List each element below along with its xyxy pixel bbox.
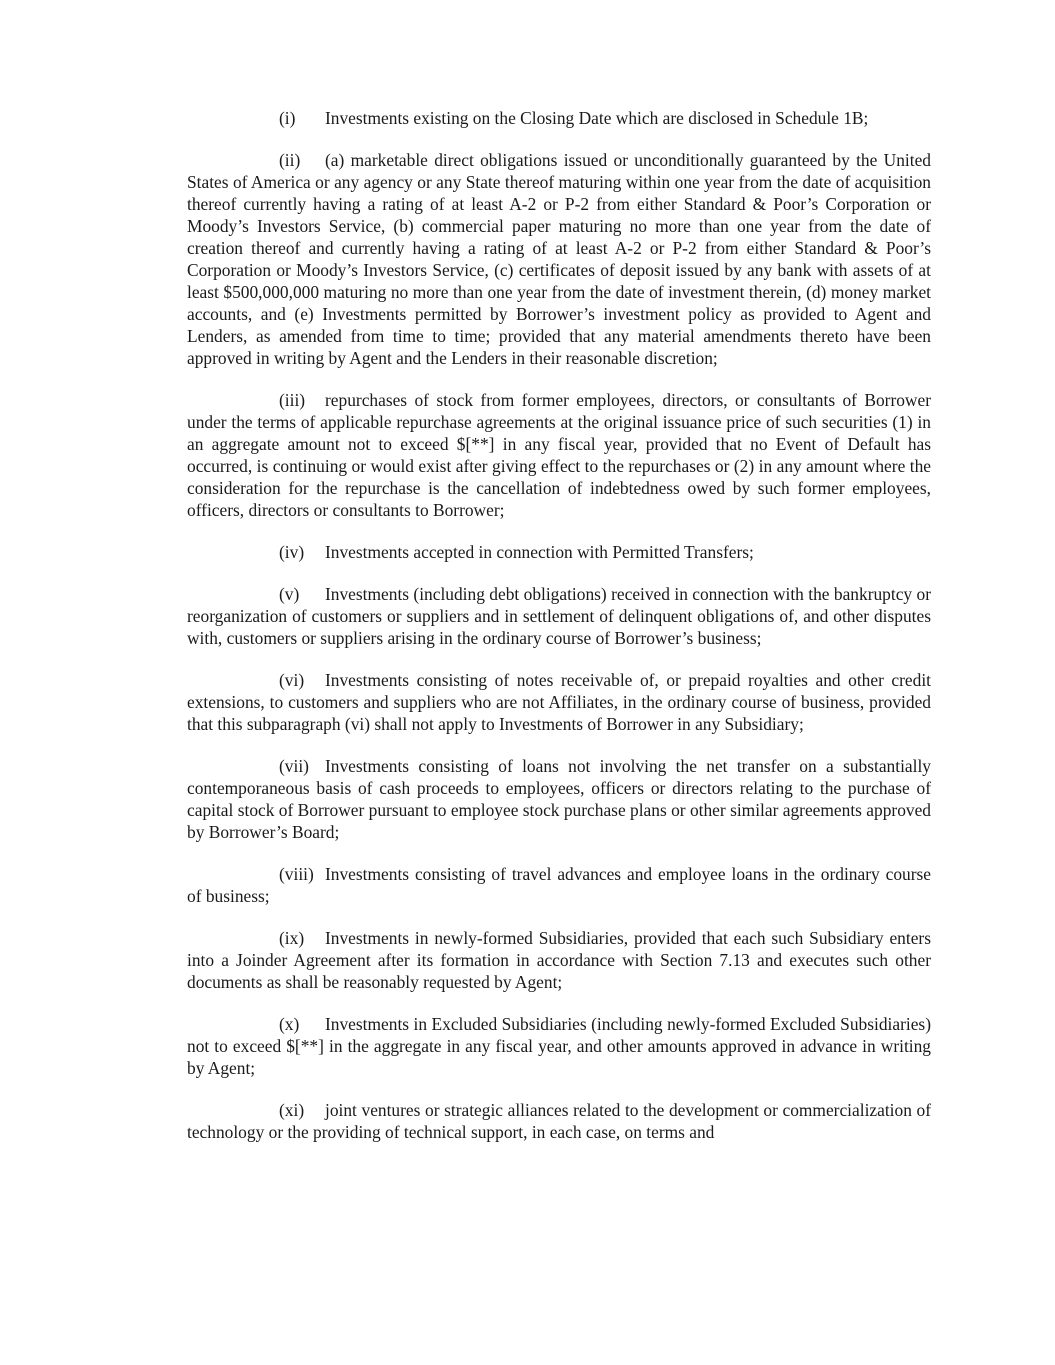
paragraph-viii [187,863,931,907]
paragraph-number: (iv) [279,542,305,562]
paragraph-number: (ix) [279,928,305,948]
paragraph-text: Investments (including debt obligations) received in connection with the bankruptcy or reorganization of customers or suppliers and in settlement of delinquent obligations of, and other disputes with, customers or suppliers arising in the ordinary course of Borrower’s business; [187,584,931,648]
paragraph-text: joint ventures or strategic alliances related to the development or commercialization of technology or the providing of technical support, in each case, on terms and [187,1100,931,1142]
paragraph-vi [187,669,931,735]
paragraph-iv [187,541,931,563]
paragraph-text: Investments consisting of notes receivable of, or prepaid royalties and other credit extensions, to customers and suppliers who are not Affiliates, in the ordinary course of business, provided that this subparagraph (vi) shall not apply to Investments of Borrower in any Subsidiary; [187,670,931,734]
paragraph-vii [187,755,931,843]
paragraph-v [187,583,931,649]
paragraph-ii [187,149,931,369]
paragraph-number: (ii) [279,150,301,170]
paragraph-number: (x) [279,1014,300,1034]
paragraph-number: (vii) [279,756,309,776]
paragraph-ix [187,927,931,993]
paragraph-text: Investments accepted in connection with Permitted Transfers; [325,542,754,562]
paragraph-x [187,1013,931,1079]
paragraph-xi [187,1099,931,1143]
document-body [187,107,931,1163]
paragraph-number: (i) [279,108,296,128]
paragraph-text: (a) marketable direct obligations issued or unconditionally guaranteed by the United States of America or any agency or any State thereof maturing within one year from the date of acquisition thereof currently having a rating of at least A-2 or P-2 from either Standard & Poor’s Corporation or Moody’s Investors Service, (b) commercial paper maturing no more than one year from the date of creation thereof and currently having a rating of at least A-2 or P-2 from either Standard & Poor’s Corporation or Moody’s Investors Service, (c) certificates of deposit issued by any bank with assets of at least $500,000,000 maturing no more than one year from the date of investment therein, (d) money market accounts, and (e) Investments permitted by Borrower’s investment policy as provided to Agent and Lenders, as amended from time to time; provided that any material amendments thereto have been approved in writing by Agent and the Lenders in their reasonable discretion; [187,150,931,368]
paragraph-i [187,107,931,129]
paragraph-text: repurchases of stock from former employees, directors, or consultants of Borrower under the terms of applicable repurchase agreements at the original issuance price of such securities (1) in an aggregate amount not to exceed $[**] in any fiscal year, provided that no Event of Default has occurred, is continuing or would exist after giving effect to the repurchases or (2) in any amount where the consideration for the repurchase is the cancellation of indebtedness owed by such former employees, officers, directors or consultants to Borrower; [187,390,931,520]
paragraph-number: (viii) [279,864,314,884]
paragraph-iii [187,389,931,521]
paragraph-number: (vi) [279,670,305,690]
paragraph-text: Investments in newly-formed Subsidiaries, provided that each such Subsidiary enters into a Joinder Agreement after its formation in accordance with Section 7.13 and executes such other documents as shall be reasonably requested by Agent; [187,928,931,992]
paragraph-number: (iii) [279,390,306,410]
paragraph-number: (xi) [279,1100,305,1120]
paragraph-text: Investments consisting of loans not involving the net transfer on a substantially contemporaneous basis of cash proceeds to employees, officers or directors relating to the purchase of capital stock of Borrower pursuant to employee stock purchase plans or other similar agreements approved by Borrower’s Board; [187,756,931,842]
paragraph-text: Investments existing on the Closing Date which are disclosed in Schedule 1B; [325,108,869,128]
paragraph-text: Investments consisting of travel advances and employee loans in the ordinary course of business; [187,864,931,906]
paragraph-number: (v) [279,584,300,604]
paragraph-text: Investments in Excluded Subsidiaries (including newly-formed Excluded Subsidiaries) not to exceed $[**] in the aggregate in any fiscal year, and other amounts approved in advance in writing by Agent; [187,1014,931,1078]
